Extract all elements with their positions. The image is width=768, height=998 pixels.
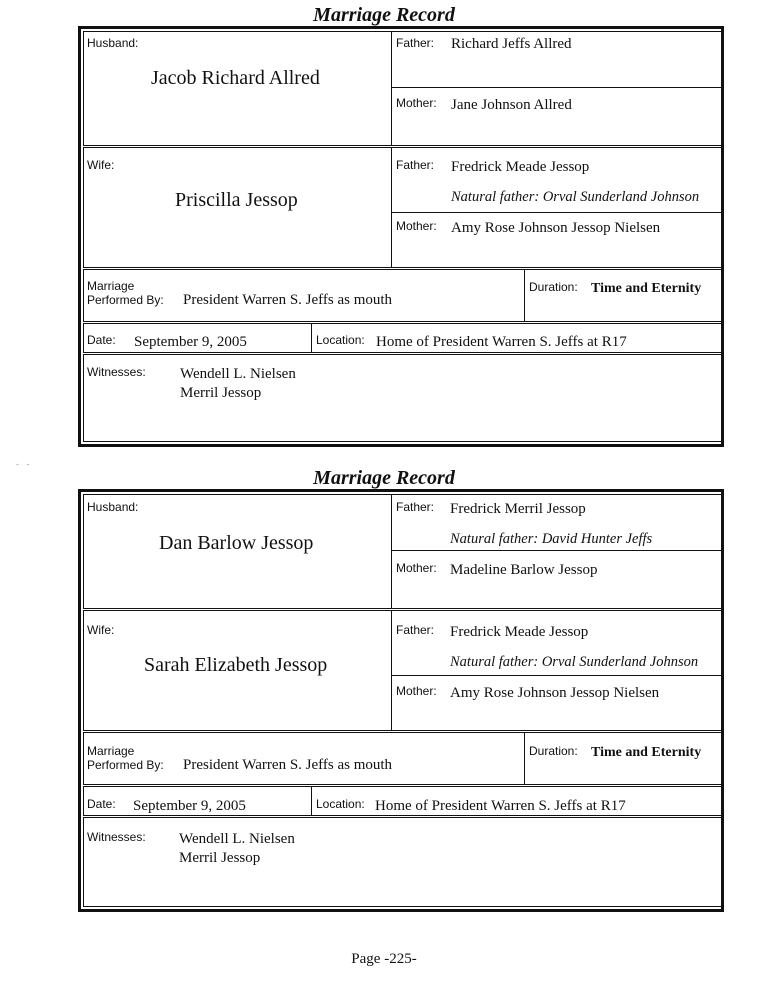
wife-label: Wife:: [87, 158, 115, 172]
husband-father: Fredrick Merril Jessop: [450, 501, 586, 517]
marriage-label: Marriage: [87, 279, 135, 293]
wife-label: Wife:: [87, 623, 115, 637]
wife-mother-label: Mother:: [396, 684, 437, 698]
duration: Time and Eternity: [591, 281, 702, 296]
divider: [524, 269, 525, 322]
date: September 9, 2005: [134, 334, 247, 350]
wife-name: Priscilla Jessop: [175, 189, 298, 211]
husband-mother-label: Mother:: [396, 561, 437, 575]
divider: [391, 212, 723, 213]
divider: [311, 786, 312, 816]
marriage-label: Marriage: [87, 744, 135, 758]
date: September 9, 2005: [133, 798, 246, 814]
divider: [524, 732, 525, 785]
witnesses-label: Witnesses:: [87, 365, 146, 379]
wife-natural-father: Natural father: Orval Sunderland Johnson: [450, 654, 699, 670]
divider: [391, 147, 392, 268]
page-number: Page -225-: [351, 951, 417, 967]
husband-name: Jacob Richard Allred: [151, 67, 320, 89]
husband-mother: Jane Johnson Allred: [451, 97, 572, 113]
marriage-record-2: [78, 489, 724, 912]
husband-father: Richard Jeffs Allred: [451, 36, 572, 52]
date-label: Date:: [87, 797, 116, 811]
wife-mother: Amy Rose Johnson Jessop Nielsen: [450, 685, 660, 701]
location-label: Location:: [316, 333, 365, 347]
location: Home of President Warren S. Jeffs at R17: [376, 334, 627, 350]
divider: [391, 31, 392, 146]
location: Home of President Warren S. Jeffs at R17: [375, 798, 626, 814]
witnesses-label: Witnesses:: [87, 830, 146, 844]
duration-label: Duration:: [529, 744, 578, 758]
witness-1: Wendell L. Nielsen: [179, 831, 295, 847]
location-label: Location:: [316, 797, 365, 811]
record-title: Marriage Record: [313, 4, 455, 26]
divider: [391, 550, 723, 551]
wife-father: Fredrick Meade Jessop: [450, 624, 589, 640]
husband-mother-label: Mother:: [396, 96, 437, 110]
husband-father-label: Father:: [396, 36, 435, 50]
marriage-record-1: [78, 26, 724, 447]
husband-natural-father: Natural father: David Hunter Jeffs: [450, 531, 653, 547]
witness-2: Merril Jessop: [179, 850, 261, 866]
duration-label: Duration:: [529, 280, 578, 294]
divider: [391, 675, 723, 676]
divider: [391, 610, 392, 731]
husband-label: Husband:: [87, 500, 139, 514]
wife-name: Sarah Elizabeth Jessop: [144, 654, 328, 676]
witness-2: Merril Jessop: [180, 385, 262, 401]
wife-father: Fredrick Meade Jessop: [451, 159, 590, 175]
record-title: Marriage Record: [313, 467, 455, 489]
divider: [391, 494, 392, 609]
witnesses-block: [83, 354, 723, 442]
performed-by: President Warren S. Jeffs as mouth: [183, 292, 393, 308]
wife-father-label: Father:: [396, 623, 435, 637]
wife-mother: Amy Rose Johnson Jessop Nielsen: [451, 220, 661, 236]
wife-natural-father: Natural father: Orval Sunderland Johnson: [451, 189, 700, 205]
witness-1: Wendell L. Nielsen: [180, 366, 296, 382]
performed-by: President Warren S. Jeffs as mouth: [183, 757, 393, 773]
wife-father-label: Father:: [396, 158, 435, 172]
husband-mother: Madeline Barlow Jessop: [450, 562, 598, 578]
divider: [311, 323, 312, 353]
divider: [391, 87, 723, 88]
duration: Time and Eternity: [591, 745, 702, 760]
performed-by-label: Performed By:: [87, 758, 164, 772]
wife-mother-label: Mother:: [396, 219, 437, 233]
husband-label: Husband:: [87, 36, 139, 50]
husband-father-label: Father:: [396, 500, 435, 514]
scan-speck: - -: [16, 459, 30, 469]
performed-by-label: Performed By:: [87, 293, 164, 307]
date-label: Date:: [87, 333, 116, 347]
husband-name: Dan Barlow Jessop: [159, 532, 314, 554]
